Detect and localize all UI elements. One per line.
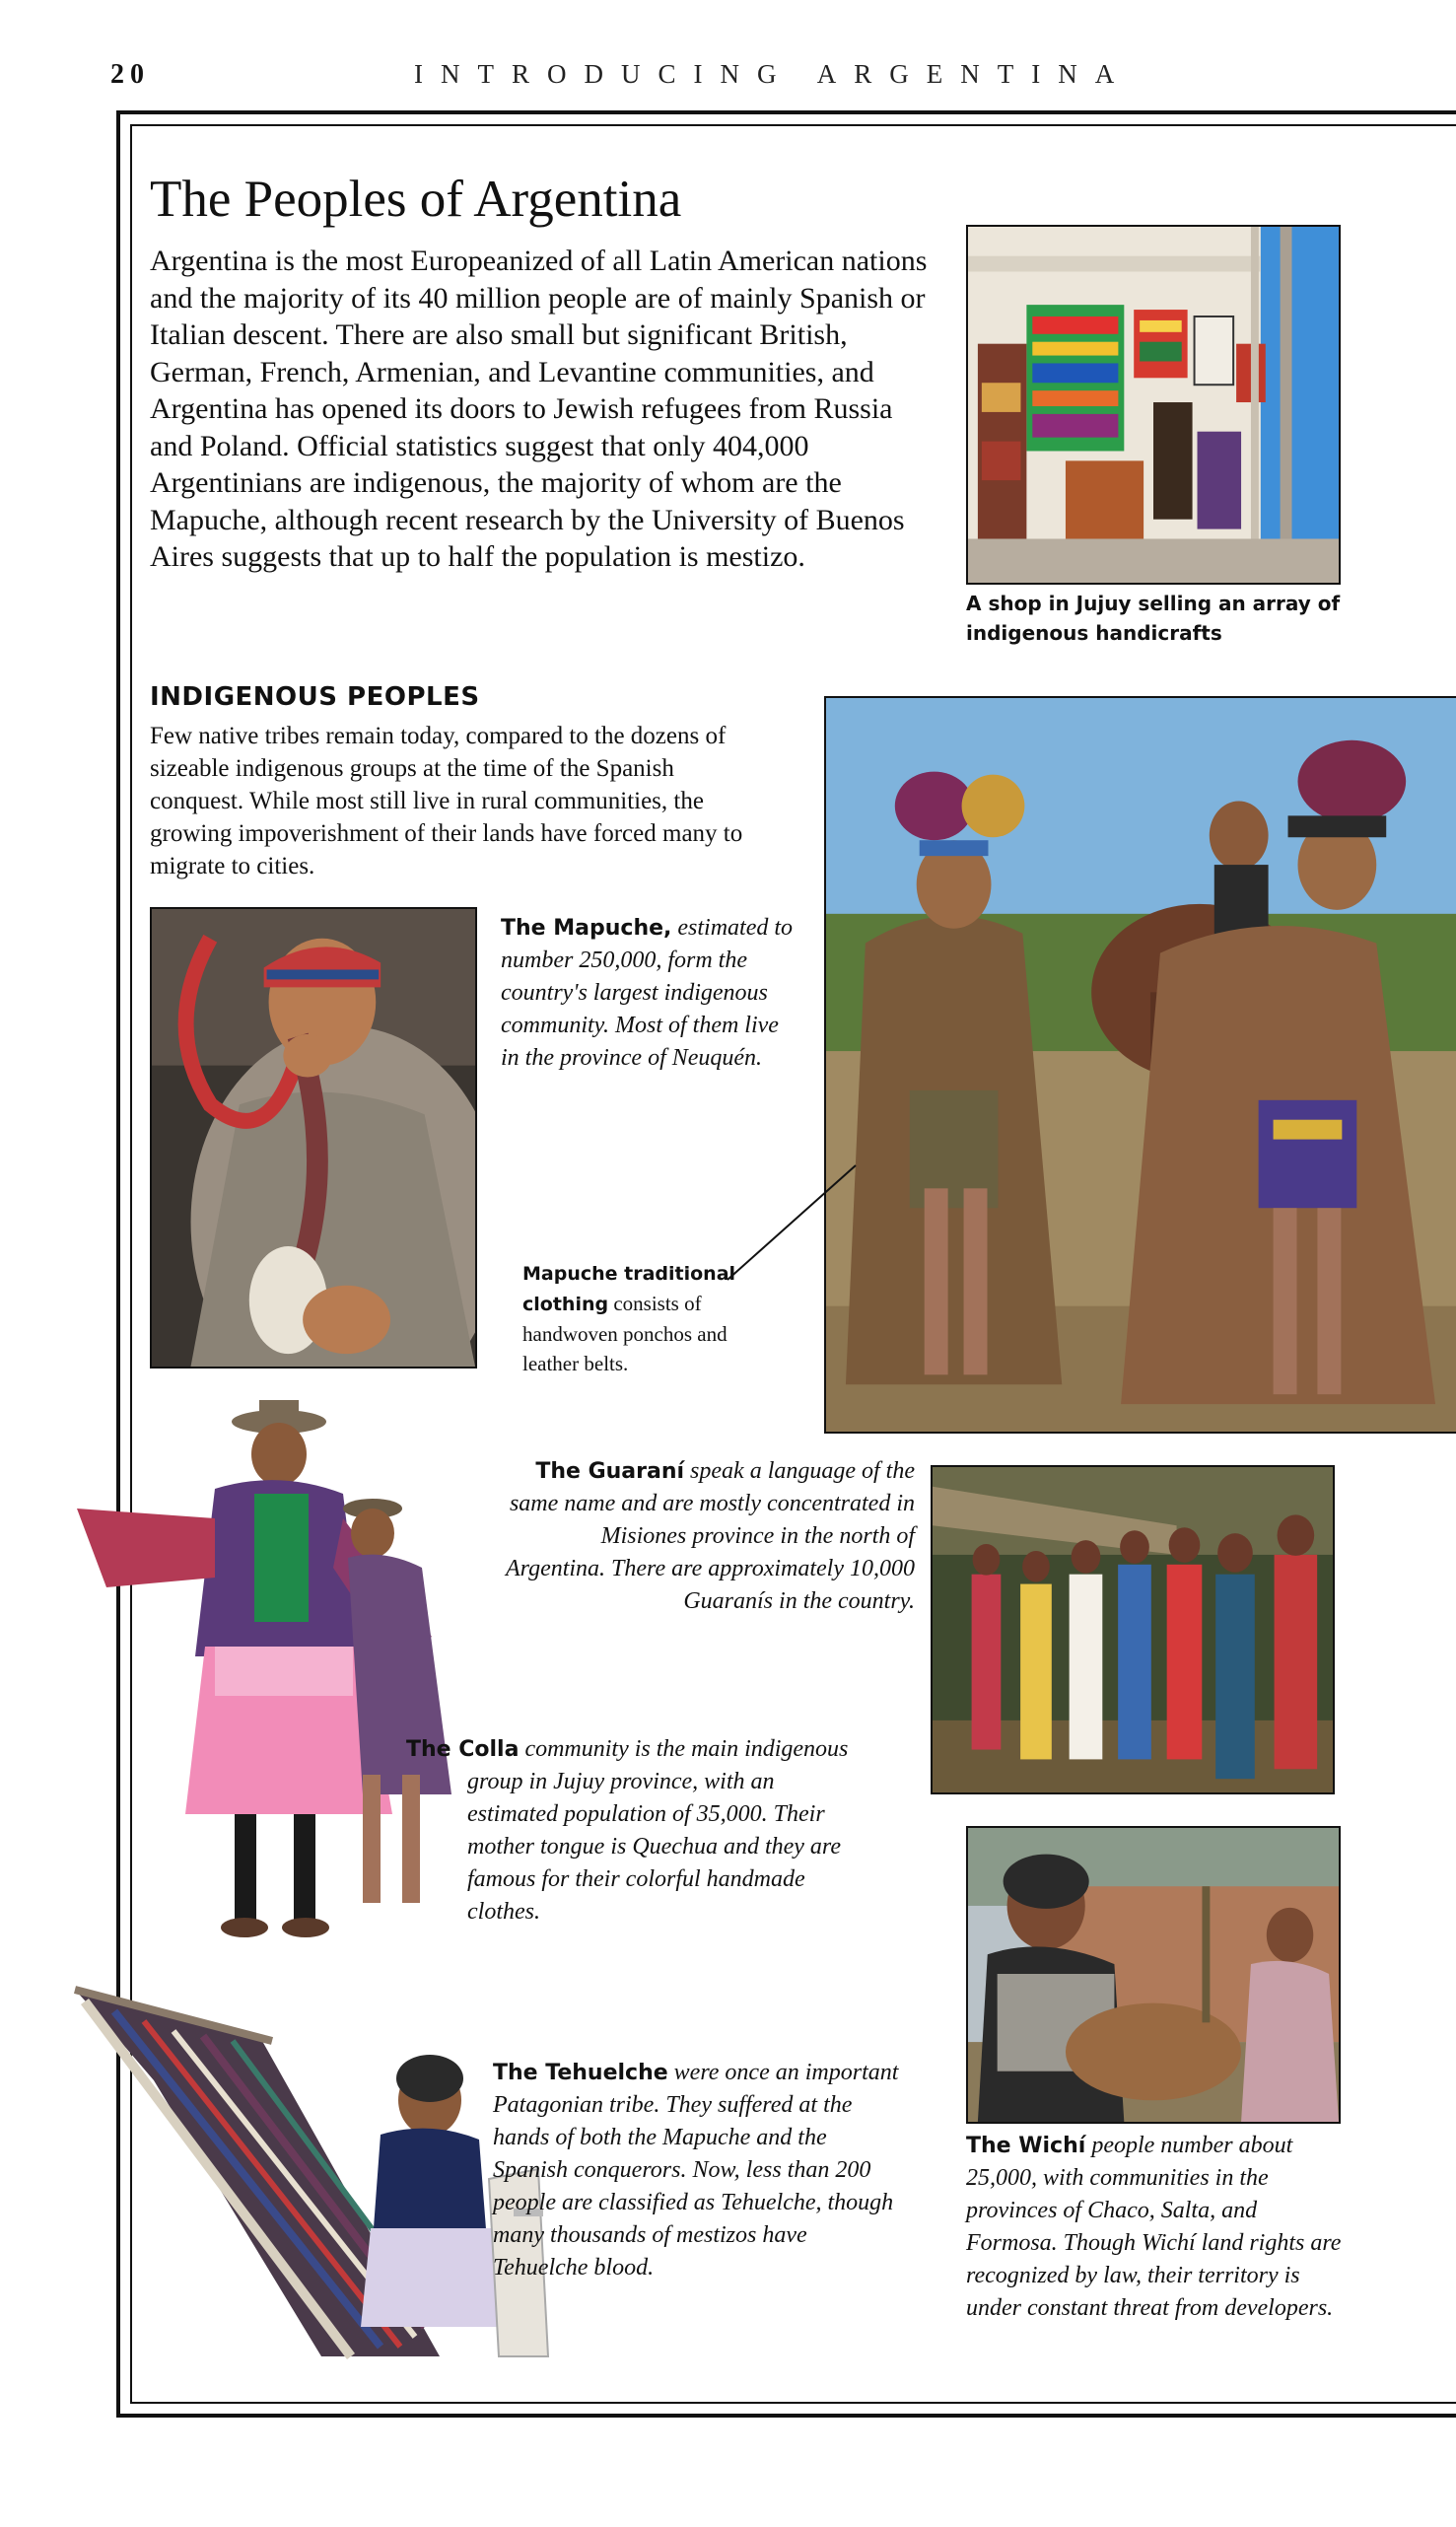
wichi-caption-name: The Wichí: [966, 2134, 1086, 2158]
shop-photo-caption: A shop in Jujuy selling an array of indigenous handicrafts: [966, 592, 1341, 645]
page-number: 20: [110, 59, 150, 90]
guarani-photo: [931, 1465, 1335, 1794]
wichi-caption: [966, 2130, 1351, 2325]
wichi-photo: [966, 1826, 1341, 2124]
colla-caption-text: community is the main indigenous group in Jujuy province, with an estimated population of 35,000. Their mother tongue is Quechua and they are famous for their colorful handmade clothes.: [467, 1736, 849, 1925]
intro-paragraph: Argentina is the most Europeanized of all Latin American nations and the majority of its 40 million people are of mainly Spanish or Italian descent. There are also small but significant British, German, French, Armenian, and Levantine communities, and Argentina has opened its doors to Jewish refugees from Russia and Poland. Official statistics suggest that only 404,000 Argentinians are indigenous, the majority of whom are the Mapuche, although recent research by the University of Buenos Aires suggests that up to half the population is mestizo.: [150, 245, 928, 573]
clothing-caption: [522, 1258, 779, 1378]
guarani-caption: [503, 1455, 915, 1618]
tehuelche-caption-name: The Tehuelche: [493, 2061, 668, 2085]
running-head: INTRODUCING ARGENTINA: [414, 59, 1133, 89]
colla-caption-name: The Colla: [406, 1737, 520, 1762]
mapuche-dancers-photo: [824, 696, 1456, 1434]
section-body: Few native tribes remain today, compared to the dozens of sizeable indigenous groups at the time of the Spanish conquest. While most still live in rural communities, the growing impoverishment of their lands have forced many to migrate to cities.: [150, 723, 743, 879]
guarani-caption-name: The Guaraní: [535, 1459, 685, 1484]
mapuche-caption-text: estimated to number 250,000, form the country's largest indigenous community. Most of them live in the province of Neuquén.: [501, 915, 794, 1071]
tehuelche-caption: [493, 2057, 907, 2284]
clothing-caption-text: consists of handwoven ponchos and leather belts.: [522, 1292, 728, 1375]
colla-caption: [406, 1733, 869, 1929]
guarani-caption-text: speak a language of the same name and are mostly concentrated in Misiones province in the north of Argentina. There are approximately 10,000 Guaranís in the country.: [505, 1458, 915, 1614]
wichi-caption-text: people number about 25,000, with communities in the provinces of Chaco, Salta, and Formosa. Though Wichí land rights are recognized by law, their territory is under constant threat from developers.: [966, 2133, 1342, 2321]
shop-photo: [966, 225, 1341, 585]
clothing-caption-name: Mapuche traditional clothing: [522, 1263, 736, 1315]
mapuche-horn-photo: [150, 907, 477, 1369]
tehuelche-weaver-cutout: [75, 1982, 558, 2356]
section-heading: INDIGENOUS PEOPLES: [150, 682, 480, 712]
page-title: The Peoples of Argentina: [150, 171, 682, 228]
tehuelche-caption-text: were once an important Patagonian tribe. They suffered at the hands of both the Mapuche and the Spanish conquerors. Now, less than 200 people are classified as Tehuelche, though many thousands of mestizos have Tehuelche blood.: [493, 2060, 899, 2281]
mapuche-caption: [501, 912, 797, 1075]
mapuche-caption-name: The Mapuche,: [501, 916, 672, 941]
